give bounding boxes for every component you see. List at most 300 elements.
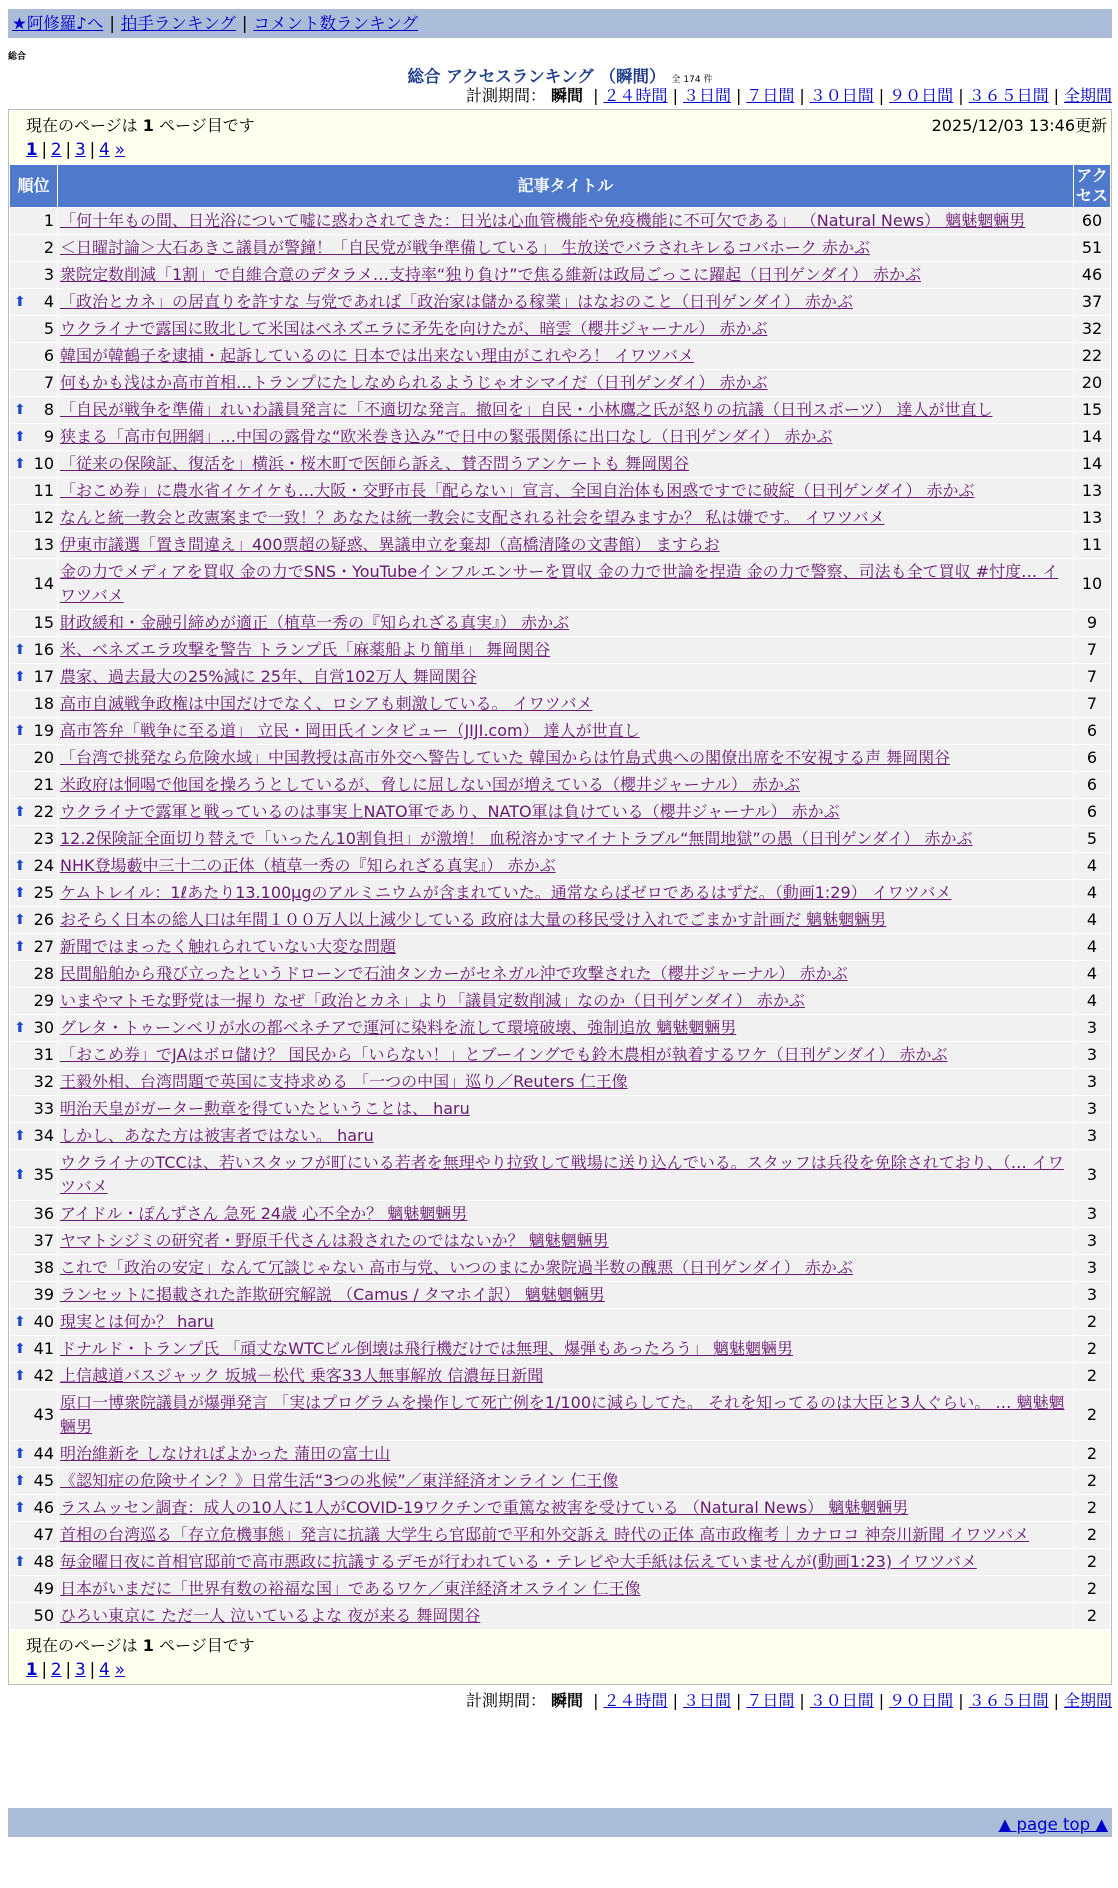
- access-count: 51: [1074, 235, 1110, 261]
- table-row: [10, 208, 1110, 234]
- rank-number: 42: [33, 1366, 54, 1385]
- table-row: [10, 1549, 1110, 1575]
- up-arrow-icon: ⬆: [14, 912, 26, 928]
- period-link[interactable]: 全期間: [1063, 1691, 1112, 1710]
- article-title-link[interactable]: ウクライナで露軍と戦っているのは事実上NATO軍であり、NATO軍は負けている（櫻井ジャーナル） 赤かぶ: [60, 802, 840, 821]
- article-title-link[interactable]: グレタ・トゥーンベリが水の都ベネチアで運河に染料を流して環境破壊、強制追放 魑魅魍魎男: [60, 1018, 737, 1037]
- article-title-link[interactable]: 王毅外相、台湾問題で英国に支持求める 「一つの中国」巡り／Reuters 仁王像: [60, 1072, 628, 1091]
- rank-number: 30: [33, 1018, 54, 1037]
- table-row: [10, 1522, 1110, 1548]
- rank-number: 46: [33, 1498, 54, 1517]
- access-count: 7: [1074, 691, 1110, 717]
- article-title-link[interactable]: 原口一博衆院議員が爆弾発言 「実はプログラムを操作して死亡例を1/100に減らしてた。 それを知ってるのは大臣と3人ぐらい。 … 魑魅魍魎男: [60, 1393, 1065, 1436]
- article-title-link[interactable]: 「自民が戦争を準備」れいわ議員発言に「不適切な発言。撤回を」自民・小林鷹之氏が怒りの抗議（日刊スポーツ） 達人が世直し: [60, 400, 993, 419]
- rank-cell: [10, 316, 57, 342]
- access-count: 3: [1074, 1015, 1110, 1041]
- period-separator: |: [672, 86, 678, 105]
- article-title-link[interactable]: ランセットに掲載された詐欺研究解説 （Camus / タマホイ訳） 魑魅魍魎男: [60, 1285, 605, 1304]
- rank-cell: [10, 1549, 57, 1575]
- article-title-link[interactable]: 日本がいまだに「世界有数の裕福な国」であるワケ／東洋経済オスライン 仁王像: [60, 1579, 641, 1598]
- title-cell: [58, 316, 1073, 342]
- period-separator: |: [799, 86, 805, 105]
- page-link-2[interactable]: 2: [51, 140, 62, 159]
- access-count: 2: [1074, 1576, 1110, 1602]
- article-title-link[interactable]: 韓国が韓鶴子を逮捕・起訴しているのに 日本では出来ない理由がこれやろ！ イワツバメ: [60, 346, 694, 365]
- rank-number: 48: [33, 1552, 54, 1571]
- article-title-link[interactable]: 上信越道バスジャック 坂城－松代 乗客33人無事解放 信濃毎日新聞: [60, 1366, 544, 1385]
- article-title-link[interactable]: 何もかも浅はか高市首相…トランプにたしなめられるようじゃオシマイだ（日刊ゲンダイ） 赤かぶ: [60, 373, 768, 392]
- column-header-title: 記事タイトル: [58, 165, 1073, 207]
- article-title-link[interactable]: いまやマトモな野党は一握り なぜ「政治とカネ」より「議員定数削減」なのか（日刊ゲンダイ） 赤かぶ: [60, 991, 805, 1010]
- period-separator: |: [1053, 86, 1059, 105]
- title-cell: [58, 772, 1073, 798]
- title-cell: [58, 559, 1073, 609]
- access-count: 4: [1074, 934, 1110, 960]
- period-link[interactable]: ３６５日間: [968, 86, 1049, 105]
- article-title-link[interactable]: 衆院定数削減「1割」で自維合意のデタラメ…支持率“独り負け”で焦る維新は政局ごっこに躍起（日刊ゲンダイ） 赤かぶ: [60, 265, 921, 284]
- article-title-link[interactable]: 狭まる「高市包囲網」…中国の露骨な“欧米巻き込み”で日中の緊張関係に出口なし（日刊ゲンダイ） 赤かぶ: [60, 427, 833, 446]
- title-cell: [58, 532, 1073, 558]
- table-row: [10, 988, 1110, 1014]
- rank-number: 32: [33, 1072, 54, 1091]
- period-separator: |: [958, 1691, 964, 1710]
- access-count: 2: [1074, 1468, 1110, 1494]
- rank-cell: [10, 505, 57, 531]
- page-info-top: [9, 110, 1111, 164]
- rank-number: 36: [33, 1204, 54, 1223]
- period-link[interactable]: 全期間: [1063, 86, 1112, 105]
- access-count: 3: [1074, 1150, 1110, 1200]
- up-arrow-icon: ⬆: [14, 1554, 26, 1570]
- rank-cell: [10, 1309, 57, 1335]
- table-row: [10, 1015, 1110, 1041]
- access-count: 6: [1074, 799, 1110, 825]
- article-title-link[interactable]: 「おこめ券」に農水省イケイケも…大阪・交野市長「配らない」宣言、全国自治体も困惑ですでに破綻（日刊ゲンダイ） 赤かぶ: [60, 481, 975, 500]
- rank-number: 25: [33, 883, 54, 902]
- article-title-link[interactable]: 米政府は恫喝で他国を操ろうとしているが、脅しに屈しない国が増えている（櫻井ジャーナル） 赤かぶ: [60, 775, 800, 794]
- title-cell: [58, 691, 1073, 717]
- access-count: 37: [1074, 289, 1110, 315]
- title-cell: [58, 1069, 1073, 1095]
- period-separator: |: [735, 86, 742, 105]
- up-arrow-icon: ⬆: [14, 402, 26, 418]
- article-title-link[interactable]: これで「政治の安定」なんて冗談じゃない 高市与党、いつのまにか衆院過半数の醜悪（日刊ゲンダイ） 赤かぶ: [60, 1258, 853, 1277]
- table-row: [10, 370, 1110, 396]
- table-row: [10, 853, 1110, 879]
- title-cell: [58, 397, 1073, 423]
- rank-number: 5: [43, 319, 54, 338]
- article-title-link[interactable]: 米、ベネズエラ攻撃を警告 トランプ氏「麻薬船より簡単」 舞岡関谷: [60, 640, 551, 659]
- access-count: 13: [1074, 478, 1110, 504]
- article-title-link[interactable]: なんと統一教会と改憲案まで一致！？あなたは統一教会に支配される社会を望みますか？ 私は嫌です。 イワツバメ: [60, 508, 885, 527]
- period-link[interactable]: ３０日間: [809, 1691, 874, 1710]
- up-arrow-icon: ⬆: [14, 1500, 26, 1516]
- rank-cell: [10, 1096, 57, 1122]
- title-cell: [58, 1150, 1073, 1200]
- access-count: 3: [1074, 1096, 1110, 1122]
- access-count: 7: [1074, 664, 1110, 690]
- article-title-link[interactable]: ヤマトシジミの研究者・野原千代さんは殺されたのではないか？ 魑魅魍魎男: [60, 1231, 609, 1250]
- rank-number: 11: [33, 481, 54, 500]
- rank-number: 37: [33, 1231, 54, 1250]
- access-count: 13: [1074, 505, 1110, 531]
- table-row: [10, 691, 1110, 717]
- article-title-link[interactable]: ウクライナのTCCは、若いスタッフが町にいる若者を無理やり拉致して戦場に送り込んでいる。スタッフは兵役を免除されており、（… イワツバメ: [60, 1153, 1064, 1196]
- period-link[interactable]: ２４時間: [603, 1691, 668, 1710]
- pagination-separator: |: [89, 1660, 96, 1679]
- next-page-link[interactable]: »: [114, 140, 126, 159]
- rank-number: 39: [33, 1285, 54, 1304]
- article-title-link[interactable]: NHK登場藪中三十二の正体（植草一秀の『知られざる真実』） 赤かぶ: [60, 856, 556, 875]
- article-title-link[interactable]: 12.2保険証全面切り替えで「いったん10割負担」が激増！ 血税溶かすマイナトラブル“無間地獄”の愚（日刊ゲンダイ） 赤かぶ: [60, 829, 973, 848]
- article-title-link[interactable]: 首相の台湾巡る「存立危機事態」発言に抗議 大学生ら官邸前で平和外交訴え 時代の正体 高市政権考｜カナロコ 神奈川新聞 イワツバメ: [60, 1525, 1030, 1544]
- up-arrow-icon: ⬆: [14, 1167, 26, 1183]
- access-count: 2: [1074, 1441, 1110, 1467]
- table-row: [10, 1123, 1110, 1149]
- up-arrow-icon: ⬆: [14, 1314, 26, 1330]
- up-arrow-icon: ⬆: [14, 723, 26, 739]
- article-title-link[interactable]: 「政治とカネ」の居直りを許すな 与党であれば「政治家は儲かる稼業」はなおのこと（日刊ゲンダイ） 赤かぶ: [60, 292, 853, 311]
- article-title-link[interactable]: おそらく日本の総人口は年間１００万人以上減少している 政府は大量の移民受け入れでごまかす計画だ 魑魅魍魎男: [60, 910, 887, 929]
- period-link[interactable]: ９０日間: [889, 86, 954, 105]
- title-cell: [58, 451, 1073, 477]
- table-row: [10, 880, 1110, 906]
- rank-number: 22: [33, 802, 54, 821]
- title-cell: [58, 934, 1073, 960]
- table-row: [10, 826, 1110, 852]
- table-row: [10, 1441, 1110, 1467]
- title-cell: [58, 208, 1073, 234]
- title-cell: [58, 1201, 1073, 1227]
- page-link-4[interactable]: 4: [99, 140, 110, 159]
- table-row: [10, 235, 1110, 261]
- period-link[interactable]: ３０日間: [809, 86, 874, 105]
- rank-cell: [10, 289, 57, 315]
- title-cell: [58, 1549, 1073, 1575]
- access-count: 32: [1074, 316, 1110, 342]
- article-title-link[interactable]: ドナルド・トランプ氏 「頑丈なWTCビル倒壊は飛行機だけでは無理、爆弾もあったろう」 魑魅魍魎男: [60, 1339, 794, 1358]
- page-position: 現在のページは 1 ページ目です: [26, 116, 255, 135]
- rank-cell: [10, 1495, 57, 1521]
- article-title-link[interactable]: 高市答弁「戦争に至る道」 立民・岡田氏インタビュー（JIJI.com） 達人が世直し: [60, 721, 640, 740]
- title-cell: [58, 1255, 1073, 1281]
- comment-ranking-link[interactable]: コメント数ランキング: [253, 14, 418, 33]
- rank-cell: [10, 397, 57, 423]
- article-title-link[interactable]: 財政緩和・金融引締めが適正（植草一秀の『知られざる真実』） 赤かぶ: [60, 613, 570, 632]
- page-title: 総合 アクセスランキング （瞬間）: [407, 67, 666, 86]
- title-cell: [58, 1603, 1073, 1629]
- rank-cell: [10, 1390, 57, 1440]
- up-arrow-icon: ⬆: [14, 642, 26, 658]
- title-cell: [58, 1441, 1073, 1467]
- page-link-3[interactable]: 3: [75, 140, 86, 159]
- rank-number: 49: [33, 1579, 54, 1598]
- table-row: [10, 424, 1110, 450]
- applause-ranking-link[interactable]: 拍手ランキング: [120, 14, 236, 33]
- article-title-link[interactable]: 金の力でメディアを買収 金の力でSNS・YouTubeインフルエンサーを買収 金の力で世論を捏造 金の力で警察、司法も全て買収 #忖度… イワツバメ: [60, 562, 1059, 605]
- title-cell: [58, 1495, 1073, 1521]
- ranking-table: [9, 164, 1111, 1630]
- table-row: [10, 610, 1110, 636]
- table-row: [10, 1042, 1110, 1068]
- up-arrow-icon: ⬆: [14, 939, 26, 955]
- access-count: 2: [1074, 1336, 1110, 1362]
- title-cell: [58, 1390, 1073, 1440]
- rank-cell: [10, 559, 57, 609]
- rank-number: 38: [33, 1258, 54, 1277]
- access-count: 6: [1074, 772, 1110, 798]
- title-cell: [58, 664, 1073, 690]
- table-row: [10, 559, 1110, 609]
- table-row: [10, 1228, 1110, 1254]
- period-separator: |: [735, 1691, 742, 1710]
- rank-number: 29: [33, 991, 54, 1010]
- period-current: 瞬間: [551, 86, 584, 105]
- access-count: 20: [1074, 370, 1110, 396]
- period-separator: |: [672, 1691, 678, 1710]
- nav-separator: |: [109, 14, 115, 33]
- rank-cell: [10, 478, 57, 504]
- page-top-link[interactable]: ▲ page top ▲: [998, 1815, 1108, 1834]
- pagination: [26, 1658, 1111, 1682]
- rank-number: 2: [43, 238, 54, 257]
- rank-cell: [10, 637, 57, 663]
- article-title-link[interactable]: 毎金曜日夜に首相官邸前で高市悪政に抗議するデモが行われている・テレビや大手紙は伝えていませんが(動画1:23) イワツバメ: [60, 1552, 977, 1571]
- article-title-link[interactable]: ウクライナで露国に敗北して米国はベネズエラに矛先を向けたが、暗雲（櫻井ジャーナル） 赤かぶ: [60, 319, 768, 338]
- title-cell: [58, 1309, 1073, 1335]
- nav-separator: |: [241, 14, 248, 33]
- title-cell: [58, 799, 1073, 825]
- article-title-link[interactable]: 民間船舶から飛び立ったというドローンで石油タンカーがセネガル沖で攻撃された（櫻井ジャーナル） 赤かぶ: [60, 964, 848, 983]
- article-title-link[interactable]: 明治天皇がガーター勲章を得ていたということは、 haru: [60, 1099, 470, 1118]
- article-title-link[interactable]: 「何十年もの間、日光浴について嘘に惑わされてきた：日光は心血管機能や免疫機能に不可欠である」 （Natural News） 魑魅魍魎男: [60, 211, 1026, 230]
- table-row: [10, 934, 1110, 960]
- rank-number: 16: [33, 640, 54, 659]
- rank-cell: [10, 343, 57, 369]
- rank-number: 10: [33, 454, 54, 473]
- rank-cell: [10, 907, 57, 933]
- title-cell: [58, 1042, 1073, 1068]
- top-nav: [8, 9, 1112, 38]
- up-arrow-icon: ⬆: [14, 804, 26, 820]
- rank-number: 44: [33, 1444, 54, 1463]
- period-current: 瞬間: [551, 1691, 584, 1710]
- up-arrow-icon: ⬆: [14, 1020, 26, 1036]
- period-separator: |: [593, 1691, 599, 1710]
- title-cell: [58, 424, 1073, 450]
- rank-cell: [10, 1522, 57, 1548]
- rank-number: 18: [33, 694, 54, 713]
- rank-number: 21: [33, 775, 54, 794]
- rank-cell: [10, 1123, 57, 1149]
- article-title-link[interactable]: 《認知症の危険サイン？》日常生活“3つの兆候”／東洋経済オンライン 仁王像: [60, 1471, 619, 1490]
- title-cell: [58, 961, 1073, 987]
- ranking-rows: [10, 208, 1110, 1629]
- rank-number: 14: [33, 574, 54, 593]
- title-cell: [58, 853, 1073, 879]
- title-cell: [58, 1576, 1073, 1602]
- page-link-1[interactable]: 1: [26, 140, 38, 159]
- title-cell: [58, 505, 1073, 531]
- rank-number: 23: [33, 829, 54, 848]
- page-link-3[interactable]: 3: [75, 1660, 86, 1679]
- access-count: 2: [1074, 1522, 1110, 1548]
- table-row: [10, 1576, 1110, 1602]
- title-cell: [58, 1363, 1073, 1389]
- up-arrow-icon: ⬆: [14, 456, 26, 472]
- table-row: [10, 343, 1110, 369]
- page-link-1[interactable]: 1: [26, 1660, 38, 1679]
- title-cell: [58, 745, 1073, 771]
- table-row: [10, 532, 1110, 558]
- rank-number: 4: [43, 292, 54, 311]
- page-title-block: [8, 63, 1112, 85]
- page-position: 現在のページは 1 ページ目です: [26, 1636, 255, 1655]
- rank-cell: [10, 1441, 57, 1467]
- period-link[interactable]: ３日間: [682, 86, 731, 105]
- article-title-link[interactable]: ケムトレイル：1ℓあたり13.100μgのアルミニウムが含まれていた。通常ならばゼロであるはずだ。（動画1:29） イワツバメ: [60, 883, 952, 902]
- rank-number: 40: [33, 1312, 54, 1331]
- access-count: 5: [1074, 826, 1110, 852]
- title-cell: [58, 907, 1073, 933]
- footer-bar: [8, 1808, 1112, 1837]
- rank-number: 1: [43, 211, 54, 230]
- period-selector: [8, 85, 1112, 109]
- page-link-2[interactable]: 2: [51, 1660, 62, 1679]
- rank-cell: [10, 1363, 57, 1389]
- rank-cell: [10, 424, 57, 450]
- table-row: [10, 745, 1110, 771]
- title-cell: [58, 637, 1073, 663]
- rank-number: 26: [33, 910, 54, 929]
- pagination-separator: |: [65, 140, 72, 159]
- table-row: [10, 1096, 1110, 1122]
- table-row: [10, 1336, 1110, 1362]
- table-row: [10, 397, 1110, 423]
- column-header-access: アクセス: [1075, 166, 1108, 205]
- rank-number: 34: [33, 1126, 54, 1145]
- access-count: 6: [1074, 718, 1110, 744]
- table-row: [10, 1495, 1110, 1521]
- article-title-link[interactable]: 新聞ではまったく触れられていない大変な問題: [60, 937, 397, 956]
- access-count: 4: [1074, 988, 1110, 1014]
- up-arrow-icon: ⬆: [14, 885, 26, 901]
- table-row: [10, 262, 1110, 288]
- access-count: 2: [1074, 1603, 1110, 1629]
- rank-number: 43: [33, 1405, 54, 1424]
- rank-cell: [10, 1282, 57, 1308]
- article-title-link[interactable]: しかし、あなた方は被害者ではない。 haru: [60, 1126, 374, 1145]
- access-count: 3: [1074, 1069, 1110, 1095]
- home-link[interactable]: ★阿修羅♪へ: [12, 14, 104, 33]
- article-title-link[interactable]: 明治維新を しなければよかった 蒲田の富士山: [60, 1444, 391, 1463]
- rank-number: 45: [33, 1471, 54, 1490]
- period-link[interactable]: ７日間: [746, 86, 795, 105]
- article-title-link[interactable]: 伊東市議選「置き間違え」400票超の疑惑、異議申立を棄却（高橋清隆の文書館） ますらお: [60, 535, 720, 554]
- rank-cell: [10, 799, 57, 825]
- period-link[interactable]: ９０日間: [889, 1691, 954, 1710]
- article-title-link[interactable]: 高市自滅戦争政権は中国だけでなく、ロシアも刺激している。 イワツバメ: [60, 694, 593, 713]
- article-title-link[interactable]: アイドル・ぽんずさん 急死 24歳 心不全か？ 魑魅魍魎男: [60, 1204, 468, 1223]
- rank-number: 17: [33, 667, 54, 686]
- title-cell: [58, 235, 1073, 261]
- table-row: [10, 505, 1110, 531]
- article-title-link[interactable]: 農家、過去最大の25%減に 25年、自営102万人 舞岡関谷: [60, 667, 477, 686]
- access-count: 2: [1074, 1309, 1110, 1335]
- table-row: [10, 799, 1110, 825]
- access-count: 4: [1074, 880, 1110, 906]
- rank-number: 50: [33, 1606, 54, 1625]
- access-count: 15: [1074, 397, 1110, 423]
- period-link[interactable]: ３６５日間: [968, 1691, 1049, 1710]
- title-cell: [58, 1096, 1073, 1122]
- access-count: 3: [1074, 1042, 1110, 1068]
- rank-cell: [10, 826, 57, 852]
- title-cell: [58, 262, 1073, 288]
- access-count: 7: [1074, 637, 1110, 663]
- access-count: 9: [1074, 610, 1110, 636]
- up-arrow-icon: ⬆: [14, 858, 26, 874]
- rank-cell: [10, 1228, 57, 1254]
- table-row: [10, 1390, 1110, 1440]
- rank-number: 31: [33, 1045, 54, 1064]
- access-count: 14: [1074, 451, 1110, 477]
- table-row: [10, 664, 1110, 690]
- article-title-link[interactable]: ラスムッセン調査：成人の10人に1人がCOVID-19ワクチンで重篤な被害を受けている （Natural News） 魑魅魍魎男: [60, 1498, 909, 1517]
- article-title-link[interactable]: 「従来の保険証、復活を」横浜・桜木町で医師ら訴え、賛否問うアンケートも 舞岡関谷: [60, 454, 690, 473]
- rank-cell: [10, 1015, 57, 1041]
- period-link[interactable]: ３日間: [682, 1691, 731, 1710]
- access-count: 3: [1074, 1201, 1110, 1227]
- rank-cell: [10, 880, 57, 906]
- title-cell: [58, 718, 1073, 744]
- rank-cell: [10, 1336, 57, 1362]
- rank-cell: [10, 1069, 57, 1095]
- rank-cell: [10, 532, 57, 558]
- rank-number: 15: [33, 613, 54, 632]
- access-count: 4: [1074, 961, 1110, 987]
- article-title-link[interactable]: 現実とは何か？ haru: [60, 1312, 214, 1331]
- article-title-link[interactable]: 「台湾で挑発なら危険水域」中国教授は高市外交へ警告していた 韓国からは竹島式典への閣僚出席を不安視する声 舞岡関谷: [60, 748, 951, 767]
- next-page-link[interactable]: »: [114, 1660, 126, 1679]
- rank-cell: [10, 451, 57, 477]
- rank-number: 9: [43, 427, 54, 446]
- rank-cell: [10, 691, 57, 717]
- title-cell: [58, 1015, 1073, 1041]
- rank-cell: [10, 961, 57, 987]
- table-row: [10, 772, 1110, 798]
- access-count: 2: [1074, 1363, 1110, 1389]
- article-title-link[interactable]: ひろい東京に ただ一人 泣いているよな 夜が来る 舞岡関谷: [60, 1606, 481, 1625]
- rank-number: 19: [33, 721, 54, 740]
- page-link-4[interactable]: 4: [99, 1660, 110, 1679]
- article-title-link[interactable]: ＜日曜討論＞大石あきこ議員が警鐘！「自民党が戦争準備している」 生放送でバラされキレるコバホーク 赤かぶ: [60, 238, 871, 257]
- table-row: [10, 718, 1110, 744]
- rank-number: 24: [33, 856, 54, 875]
- up-arrow-icon: ⬆: [14, 1341, 26, 1357]
- article-title-link[interactable]: 「おこめ券」でJAはボロ儲け？ 国民から「いらない！」とブーイングでも鈴木農相が執着するワケ（日刊ゲンダイ） 赤かぶ: [60, 1045, 948, 1064]
- title-cell: [58, 289, 1073, 315]
- rank-number: 6: [43, 346, 54, 365]
- period-link[interactable]: ２４時間: [603, 86, 668, 105]
- rank-cell: [10, 1603, 57, 1629]
- period-link[interactable]: ７日間: [746, 1691, 795, 1710]
- rank-cell: [10, 370, 57, 396]
- table-row: [10, 1150, 1110, 1200]
- page: [8, 9, 1112, 1837]
- table-row: [10, 1363, 1110, 1389]
- rank-cell: [10, 1255, 57, 1281]
